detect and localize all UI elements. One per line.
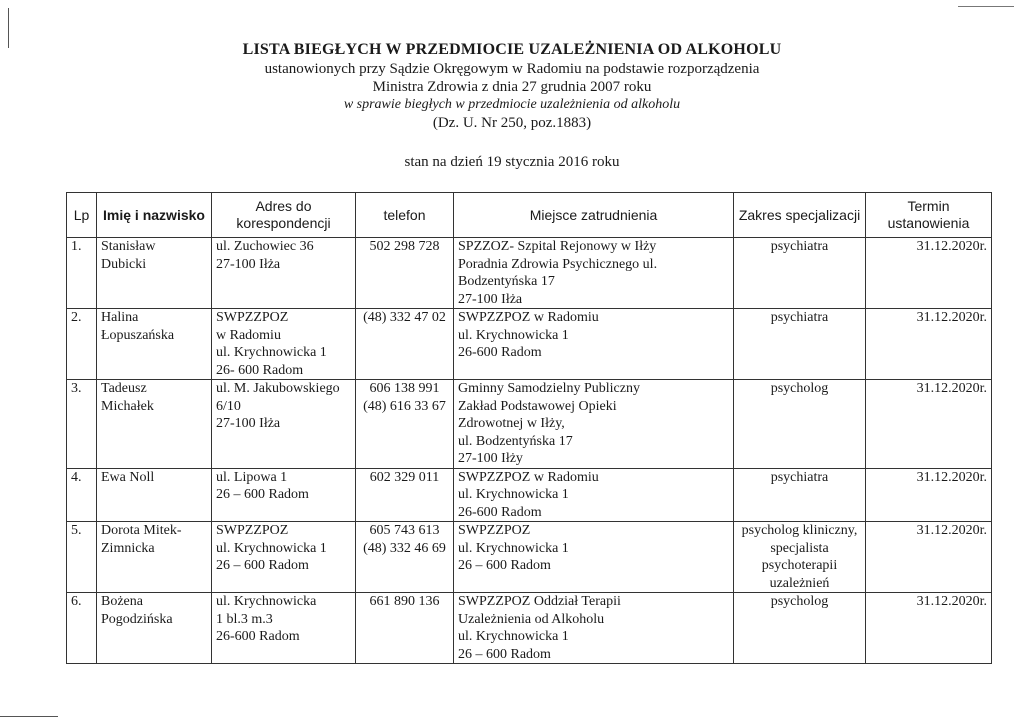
cell-workplace-line: ul. Bodzentyńska 17 — [458, 433, 573, 449]
cell-name-line: Stanisław — [101, 239, 156, 254]
cell-phone-line: 605 743 613 — [369, 523, 440, 538]
cell-name-line: Tadeusz — [101, 381, 147, 396]
cell-workplace-line: Gminny Samodzielny Publiczny — [458, 381, 640, 396]
cell-name — [97, 309, 212, 380]
cell-workplace-line: ul. Krychnowicka 1 — [458, 540, 569, 556]
cell-lp: 6. — [67, 593, 97, 664]
cell-name — [97, 380, 212, 469]
cell-specialization-line: psychiatra — [770, 469, 829, 485]
cell-specialization — [734, 522, 866, 593]
cell-workplace-line: 27-100 Iłży — [458, 451, 523, 466]
cell-address-line: ul. Lipowa 1 — [216, 469, 288, 485]
cell-name — [97, 593, 212, 664]
cell-workplace — [454, 522, 734, 593]
cell-workplace-line: Bodzentyńska 17 — [458, 274, 555, 289]
table-row — [67, 380, 992, 469]
cell-address-line: 26 – 600 Radom — [216, 558, 309, 573]
cell-phone-line: 606 138 991 — [369, 381, 440, 396]
cell-specialization — [734, 468, 866, 522]
cell-workplace-line: Uzależnienia od Alkoholu — [458, 611, 605, 627]
cell-phone-line: 502 298 728 — [369, 239, 440, 254]
cell-workplace-line: ul. Krychnowicka 1 — [458, 487, 569, 502]
cell-workplace-line: Zakład Podstawowej Opieki — [458, 398, 617, 414]
cell-phone — [356, 593, 454, 664]
cell-workplace-line: Poradnia Zdrowia Psychicznego ul. — [458, 256, 658, 272]
cell-specialization — [734, 309, 866, 380]
cell-address-line: 27-100 Iłża — [216, 256, 281, 272]
table-row — [67, 309, 992, 380]
cell-name-line: Halina — [101, 310, 139, 325]
cell-workplace-line: ul. Krychnowicka 1 — [458, 327, 569, 343]
cell-workplace — [454, 468, 734, 522]
cell-name — [97, 468, 212, 522]
header-workplace: Miejsce zatrudnienia — [454, 193, 734, 238]
cell-workplace-line: 26 – 600 Radom — [458, 558, 551, 573]
cell-phone — [356, 380, 454, 469]
cell-name-line: Bożena — [101, 594, 143, 609]
cell-phone-line: (48) 616 33 67 — [363, 398, 446, 414]
cell-address-line: ul. Krychnowicka — [216, 594, 317, 609]
cell-phone-line: 661 890 136 — [369, 594, 440, 609]
cell-address — [212, 593, 356, 664]
cell-specialization-line: psychiatra — [770, 239, 829, 254]
cell-term: 31.12.2020r. — [866, 309, 992, 380]
cell-workplace-line: 26-600 Radom — [458, 345, 542, 360]
cell-specialization-line: psycholog kliniczny, — [741, 523, 858, 538]
cell-address-line: SWPZZPOZ — [216, 523, 289, 538]
cell-phone-line: (48) 332 46 69 — [363, 540, 446, 556]
document-title: LISTA BIEGŁYCH W PRZEDMIOCIE UZALEŻNIENIA OD ALKOHOLU — [242, 41, 782, 58]
cell-name-line: Zimnicka — [101, 540, 155, 556]
cell-workplace-line: SPZZOZ- Szpital Rejonowy w Iłży — [458, 239, 657, 254]
cell-specialization-line: psycholog — [770, 381, 829, 396]
cell-phone-line: 602 329 011 — [369, 469, 440, 485]
cell-specialization — [734, 593, 866, 664]
cell-lp: 4. — [67, 468, 97, 522]
table-row — [67, 238, 992, 309]
cell-term: 31.12.2020r. — [866, 468, 992, 522]
cell-workplace-line: SWPZZPOZ — [458, 523, 531, 538]
cell-workplace-line: SWPZZPOZ w Radomiu — [458, 469, 599, 485]
cell-term: 31.12.2020r. — [866, 238, 992, 309]
cell-address — [212, 238, 356, 309]
table-row — [67, 522, 992, 593]
cell-specialization-line: psychiatra — [770, 310, 829, 325]
cell-workplace-line: SWPZZPOZ w Radomiu — [458, 310, 599, 325]
cell-address-line: 27-100 Iłża — [216, 416, 281, 431]
cell-specialization — [734, 380, 866, 469]
cell-address-line: 26 – 600 Radom — [216, 487, 309, 502]
cell-address — [212, 522, 356, 593]
table-header-row — [67, 193, 992, 238]
header-address: Adres do korespondencji — [212, 193, 356, 238]
cell-address — [212, 380, 356, 469]
cell-workplace — [454, 309, 734, 380]
cell-lp: 5. — [67, 522, 97, 593]
header-lp: Lp — [67, 193, 97, 238]
subtitle-line: ustanowionych przy Sądzie Okręgowym w Radomiu na podstawie rozporządzenia — [264, 61, 760, 77]
cell-address-line: ul. Krychnowicka 1 — [216, 345, 327, 360]
cell-workplace-line: 26 – 600 Radom — [458, 646, 551, 662]
cell-address-line: w Radomiu — [216, 327, 281, 343]
cell-name-line: Ewa Noll — [101, 469, 155, 485]
cell-address — [212, 309, 356, 380]
cell-address-line: ul. Zuchowiec 36 — [216, 239, 314, 254]
cell-address-line: SWPZZPOZ — [216, 310, 289, 325]
cell-name — [97, 522, 212, 593]
reference-line: (Dz. U. Nr 250, poz.1883) — [432, 115, 592, 131]
cell-workplace — [454, 380, 734, 469]
subtitle-line: Ministra Zdrowia z dnia 27 grudnia 2007 roku — [372, 79, 652, 95]
cell-specialization-line: psychoterapii — [761, 558, 838, 573]
cell-phone — [356, 238, 454, 309]
cell-workplace-line: 27-100 Iłża — [458, 291, 523, 307]
cell-specialization-line: specjalista — [770, 540, 829, 556]
cell-name-line: Łopuszańska — [101, 327, 175, 343]
header-name: Imię i nazwisko — [97, 193, 212, 238]
table-row — [67, 593, 992, 664]
cell-phone-line: (48) 332 47 02 — [363, 310, 446, 325]
cell-address-line: ul. Krychnowicka 1 — [216, 540, 327, 556]
cell-address-line: 26-600 Radom — [216, 629, 300, 644]
cell-name — [97, 238, 212, 309]
experts-table — [66, 192, 992, 664]
cell-address-line: 1 bl.3 m.3 — [216, 611, 273, 627]
cell-address-line: ul. M. Jakubowskiego — [216, 381, 340, 396]
header-term: Termin ustanowienia — [866, 193, 992, 238]
cell-specialization — [734, 238, 866, 309]
status-date: stan na dzień 19 stycznia 2016 roku — [404, 154, 620, 170]
cell-phone — [356, 468, 454, 522]
cell-specialization-line: uzależnień — [769, 575, 830, 591]
cell-lp: 1. — [67, 238, 97, 309]
header-phone: telefon — [356, 193, 454, 238]
cell-term: 31.12.2020r. — [866, 593, 992, 664]
scan-edge-mark — [0, 716, 58, 717]
document-header — [0, 40, 1024, 132]
header-specialization: Zakres specjalizacji — [734, 193, 866, 238]
cell-name-line: Dubicki — [101, 256, 147, 272]
cell-specialization-line: psycholog — [770, 594, 829, 609]
cell-lp: 3. — [67, 380, 97, 469]
cell-address-line: 6/10 — [216, 398, 241, 414]
cell-workplace-line: SWPZZPOZ Oddział Terapii — [458, 594, 621, 609]
cell-workplace-line: ul. Krychnowicka 1 — [458, 629, 569, 644]
cell-workplace — [454, 593, 734, 664]
cell-name-line: Pogodzińska — [101, 611, 173, 627]
table-row — [67, 468, 992, 522]
cell-term: 31.12.2020r. — [866, 522, 992, 593]
cell-name-line: Dorota Mitek- — [101, 523, 182, 538]
cell-lp: 2. — [67, 309, 97, 380]
cell-address-line: 26- 600 Radom — [216, 362, 304, 378]
cell-term: 31.12.2020r. — [866, 380, 992, 469]
cell-phone — [356, 309, 454, 380]
scan-edge-mark — [958, 6, 1014, 7]
cell-workplace-line: 26-600 Radom — [458, 504, 542, 520]
cell-phone — [356, 522, 454, 593]
cell-workplace-line: Zdrowotnej w Iłży, — [458, 416, 565, 431]
cell-name-line: Michałek — [101, 398, 154, 414]
cell-workplace — [454, 238, 734, 309]
subtitle-italic-line: w sprawie biegłych w przedmiocie uzależnienia od alkoholu — [343, 97, 681, 112]
cell-address — [212, 468, 356, 522]
